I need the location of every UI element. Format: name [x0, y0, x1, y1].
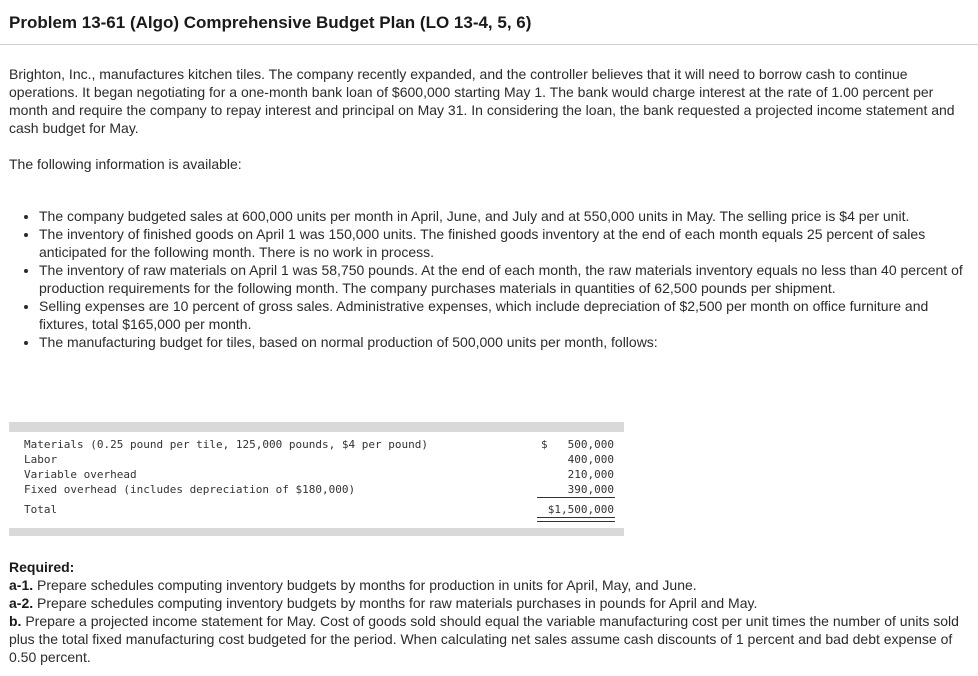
problem-title: Problem 13-61 (Algo) Comprehensive Budget Plan (LO 13-4, 5, 6): [9, 13, 532, 32]
table-row: [9, 483, 624, 498]
total-amount: $1,500,000: [547, 503, 614, 516]
list-item: • The inventory of finished goods on April 1 was 150,000 units. The finished goods inventory at the end of each month equals 25 percent of sales anticipated for the following month. There is no work in process.: [39, 225, 971, 261]
manufacturing-budget-table: [9, 422, 624, 536]
required-heading: Required:: [9, 559, 75, 575]
row-amount: 210,000: [567, 468, 614, 481]
table-footer-bar: [9, 528, 624, 536]
list-item: • The company budgeted sales at 600,000 units per month in April, June, and July and at 550,000 units in May. The selling price is $4 per unit.: [39, 207, 971, 225]
row-label: Fixed overhead (includes depreciation of $180,000): [24, 483, 356, 496]
total-double-rule: [537, 517, 615, 522]
row-label: Variable overhead: [24, 468, 137, 481]
row-label: Labor: [24, 453, 58, 466]
requirement-b: [9, 612, 959, 666]
total-label: Total: [24, 503, 58, 516]
requirement-code: a-2.: [9, 595, 34, 611]
subtotal-rule: [537, 497, 615, 498]
row-amount: 500,000: [567, 438, 614, 451]
requirement-text: Prepare schedules computing inventory budgets by months for raw materials purchases in pounds for April and May.: [37, 595, 758, 611]
row-label: Materials (0.25 pound per tile, 125,000 pounds, $4 per pound): [24, 438, 428, 451]
table-row: [9, 468, 624, 483]
required-section: [9, 558, 959, 666]
table-row: [9, 438, 624, 453]
table-row: [9, 453, 624, 468]
intro-paragraph: Brighton, Inc., manufactures kitchen tiles. The company recently expanded, and the controller believes that it will need to borrow cash to continue operations. It began negotiating for a one-month bank loan of $600,000 starting May 1. The bank would charge interest at the rate of 1.00 percent per month and require the company to repay interest and principal on May 31. In considering the loan, the bank requested a projected income statement and cash budget for May.: [9, 66, 955, 136]
table-total-row: [9, 503, 624, 518]
table-header-bar: [9, 422, 624, 432]
list-item: • The inventory of raw materials on April 1 was 58,750 pounds. At the end of each month, the raw materials inventory equals no less than 40 percent of production requirements for the following month. The company purchases materials in quantities of 62,500 pounds per shipment.: [39, 261, 971, 297]
requirement-a2: [9, 594, 959, 612]
requirement-text: Prepare a projected income statement for May. Cost of goods sold should equal the variable manufacturing cost per unit times the number of units sold plus the total fixed manufacturing cost budgeted for the period. When calculating net sales assume cash discounts of 1 percent and bad debt expense of 0.50 percent.: [9, 613, 959, 665]
available-info-text: The following information is available:: [9, 156, 242, 172]
assumptions-list: [20, 207, 971, 351]
requirement-a1: [9, 576, 959, 594]
list-item: • The manufacturing budget for tiles, based on normal production of 500,000 units per month, follows:: [39, 333, 971, 351]
title-divider: [0, 44, 978, 45]
row-amount: 400,000: [567, 453, 614, 466]
requirement-code: a-1.: [9, 577, 34, 593]
row-amount: 390,000: [567, 483, 614, 496]
requirement-code: b.: [9, 613, 22, 629]
dollar-sign: $: [541, 438, 548, 451]
list-item: • Selling expenses are 10 percent of gross sales. Administrative expenses, which include depreciation of $2,500 per month on office furniture and fixtures, total $165,000 per month.: [39, 297, 971, 333]
requirement-text: Prepare schedules computing inventory budgets by months for production in units for April, May, and June.: [37, 577, 697, 593]
